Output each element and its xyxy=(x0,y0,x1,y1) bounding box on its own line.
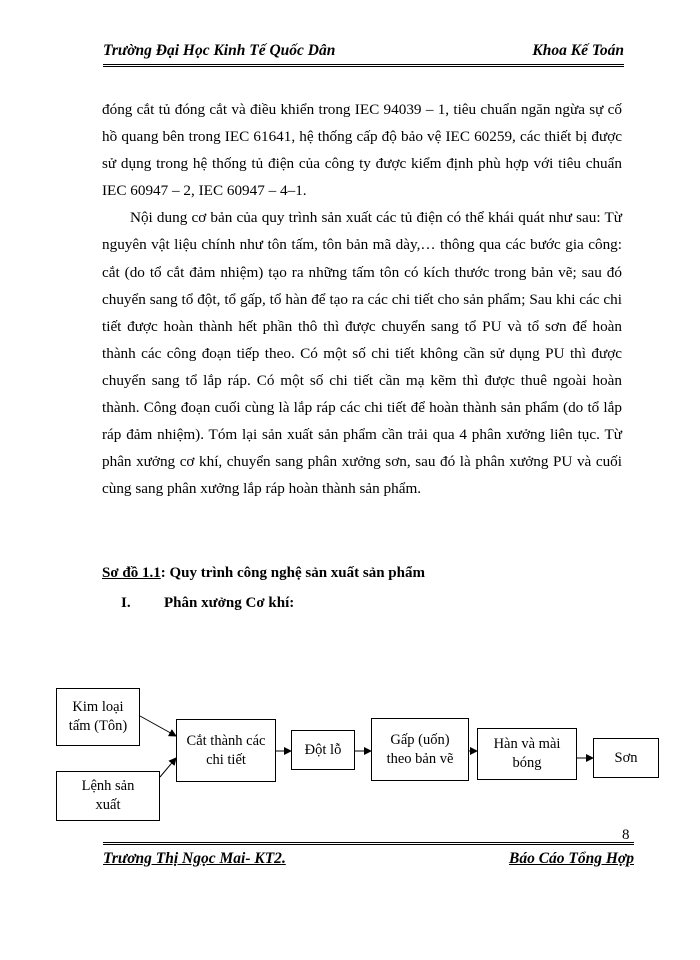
arrow-kimloai-to-cat xyxy=(140,716,176,736)
box-han-mai: Hàn và mài bóng xyxy=(477,728,577,780)
arrow-lenh-to-cat xyxy=(160,758,176,777)
paragraph-2: Nội dung cơ bản của quy trình sản xuất các tủ điện có thể khái quát như sau: Từ nguyên vật liệu chính như tôn tấm, tôn bản mã dày,… thông qua các bước gia công: cắt (do tổ cắt đảm nhiệm) tạo ra những tấm tôn có kích thước trong bản vẽ; sau đó chuyển sang tổ đột, tổ gấp, tổ hàn để tạo ra các chi tiết cho sản phẩm; Sau khi các chi tiết được hoàn thành hết phần thô thì được chuyển sang tổ PU và tổ sơn để hoàn thành các công đoạn tiếp theo. Có một số chi tiết không cần sử dụng PU thì được chuyển sang tổ lắp ráp. Có một số chi tiết cần mạ kẽm thì được thuê ngoài hoàn thành. Công đoạn cuối cùng là lắp ráp các chi tiết để hoàn thành sản phẩm (do tổ lắp ráp đảm nhiệm). Tóm lại sản xuất sản phẩm cần trải qua 4 phân xưởng liên tục. Từ phân xưởng cơ khí, chuyển sang phân xưởng sơn, sau đó là phân xưởng PU và cuối cùng sang phân xưởng lắp ráp hoàn thành sản phẩm. xyxy=(102,209,622,498)
footer-report-title: Báo Cáo Tổng Hợp xyxy=(508,850,634,867)
box-cat-thanh: Cắt thành các chi tiết xyxy=(176,719,276,782)
box-son: Sơn xyxy=(593,738,659,778)
footer-author xyxy=(103,850,286,868)
footer-author-suffix: . xyxy=(281,850,286,867)
page-footer xyxy=(103,842,634,872)
box-lenh-san-xuat: Lệnh sản xuất xyxy=(56,771,160,821)
box-dot-lo: Đột lỗ xyxy=(291,730,355,770)
paragraph-1: đóng cắt tủ đóng cắt và điều khiển trong IEC 94039 – 1, tiêu chuẩn ngăn ngừa sự cố hồ quang bên trong IEC 61641, hệ thống cấp độ bảo vệ IEC 60259, các thiết bị được sử dụng trong hệ thống tủ điện của công ty được kiểm định phù hợp với tiêu chuẩn IEC 60947 – 2, IEC 60947 – 4–1. xyxy=(102,101,622,200)
box-kim-loai: Kim loại tấm (Tôn) xyxy=(56,688,140,746)
footer-author-name: Trương Thị Ngọc Mai- KT2 xyxy=(103,850,282,867)
section-number: I. xyxy=(121,595,131,611)
section-title: Phân xưởng Cơ khí: xyxy=(164,595,295,611)
diagram-title-text: : Quy trình công nghệ sản xuất sản phẩm xyxy=(160,565,425,581)
page-number: 8 xyxy=(622,827,630,843)
diagram-label: Sơ đồ 1.1 xyxy=(102,565,161,581)
box-gap-uon: Gấp (uốn) theo bản vẽ xyxy=(371,718,469,781)
header-faculty: Khoa Kế Toán xyxy=(532,42,624,59)
header-university: Trường Đại Học Kinh Tế Quốc Dân xyxy=(103,42,336,59)
